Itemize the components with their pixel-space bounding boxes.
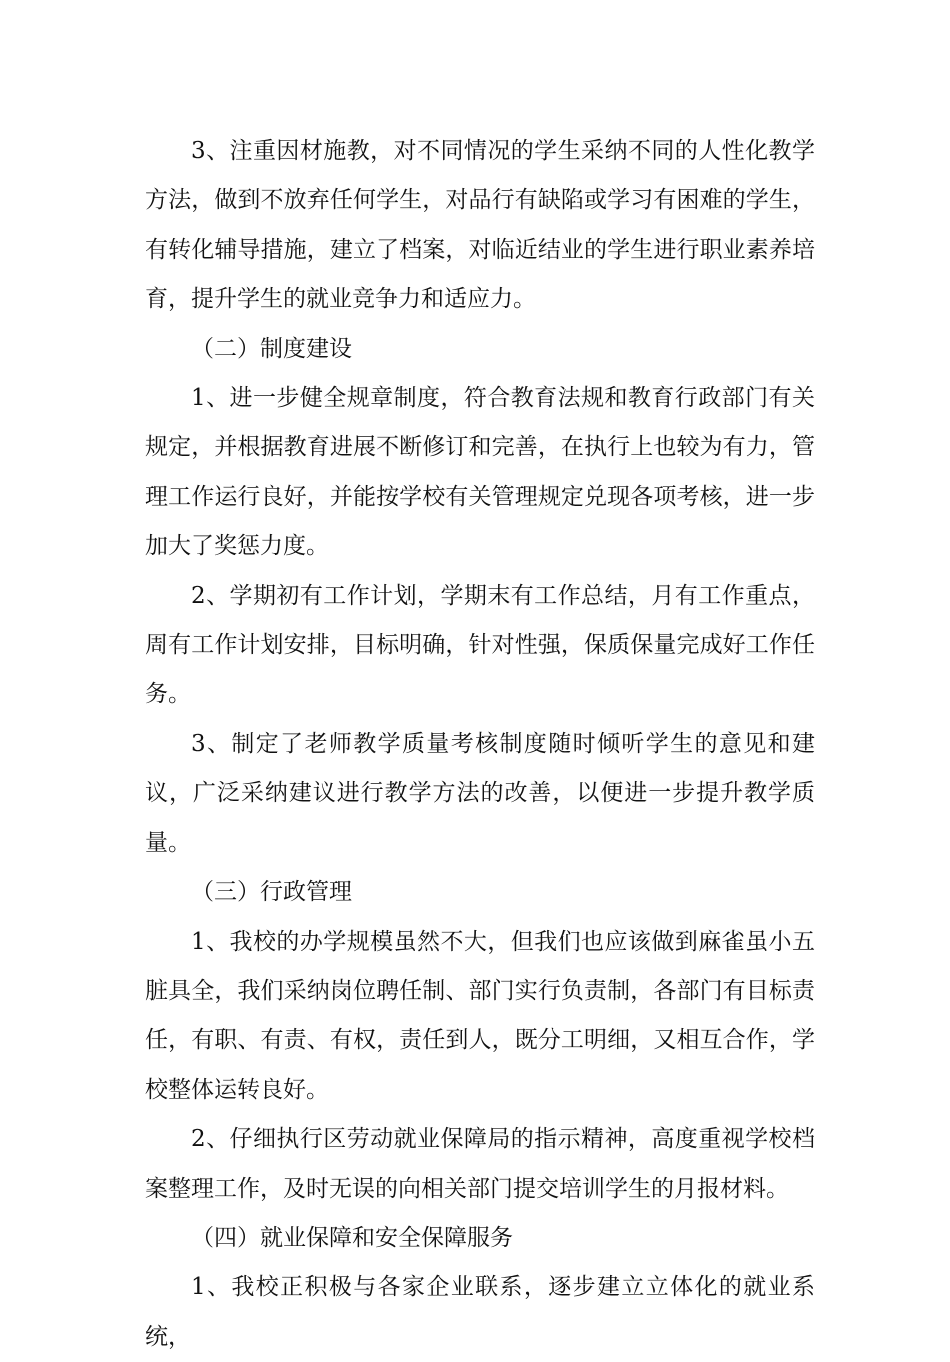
- paragraph-item-1-employment-system: 1、我校正积极与各家企业联系，逐步建立立体化的就业系统，: [145, 1274, 815, 1350]
- section-heading-employment-safety: （四）就业保障和安全保障服务: [191, 1224, 513, 1251]
- section-heading-system-building: （二）制度建设: [191, 335, 352, 362]
- paragraph-item-2-work-plan: 2、学期初有工作计划，学期末有工作总结，月有工作重点，周有工作计划安排，目标明确，针对性强，保质保量完成好工作任务。: [145, 582, 815, 708]
- paragraph-item-3-teaching: 3、注重因材施教，对不同情况的学生采纳不同的人性化教学方法，做到不放弃任何学生，对品行有缺陷或学习有困难的学生，有转化辅导措施，建立了档案，对临近结业的学生进行职业素养培育，提升学生的就业竞争力和适应力。: [145, 138, 815, 313]
- paragraph-item-2-archives: 2、仔细执行区劳动就业保障局的指示精神，高度重视学校档案整理工作，及时无误的向相关部门提交培训学生的月报材料。: [145, 1126, 815, 1202]
- section-heading-administration: （三）行政管理: [191, 879, 352, 906]
- document-body: [145, 127, 815, 1362]
- paragraph-item-1-regulations: 1、进一步健全规章制度，符合教育法规和教育行政部门有关规定，并根据教育进展不断修订和完善，在执行上也较为有力，管理工作运行良好，并能按学校有关管理规定兑现各项考核，进一步加大了奖惩力度。: [145, 385, 815, 560]
- paragraph-item-1-school-scale: 1、我校的办学规模虽然不大，但我们也应该做到麻雀虽小五脏具全，我们采纳岗位聘任制、部门实行负责制，各部门有目标责任，有职、有责、有权，责任到人，既分工明细，又相互合作，学校整体运转良好。: [145, 928, 815, 1103]
- paragraph-item-3-quality-assessment: 3、制定了老师教学质量考核制度随时倾听学生的意见和建议，广泛采纳建议进行教学方法的改善，以便进一步提升教学质量。: [145, 730, 815, 856]
